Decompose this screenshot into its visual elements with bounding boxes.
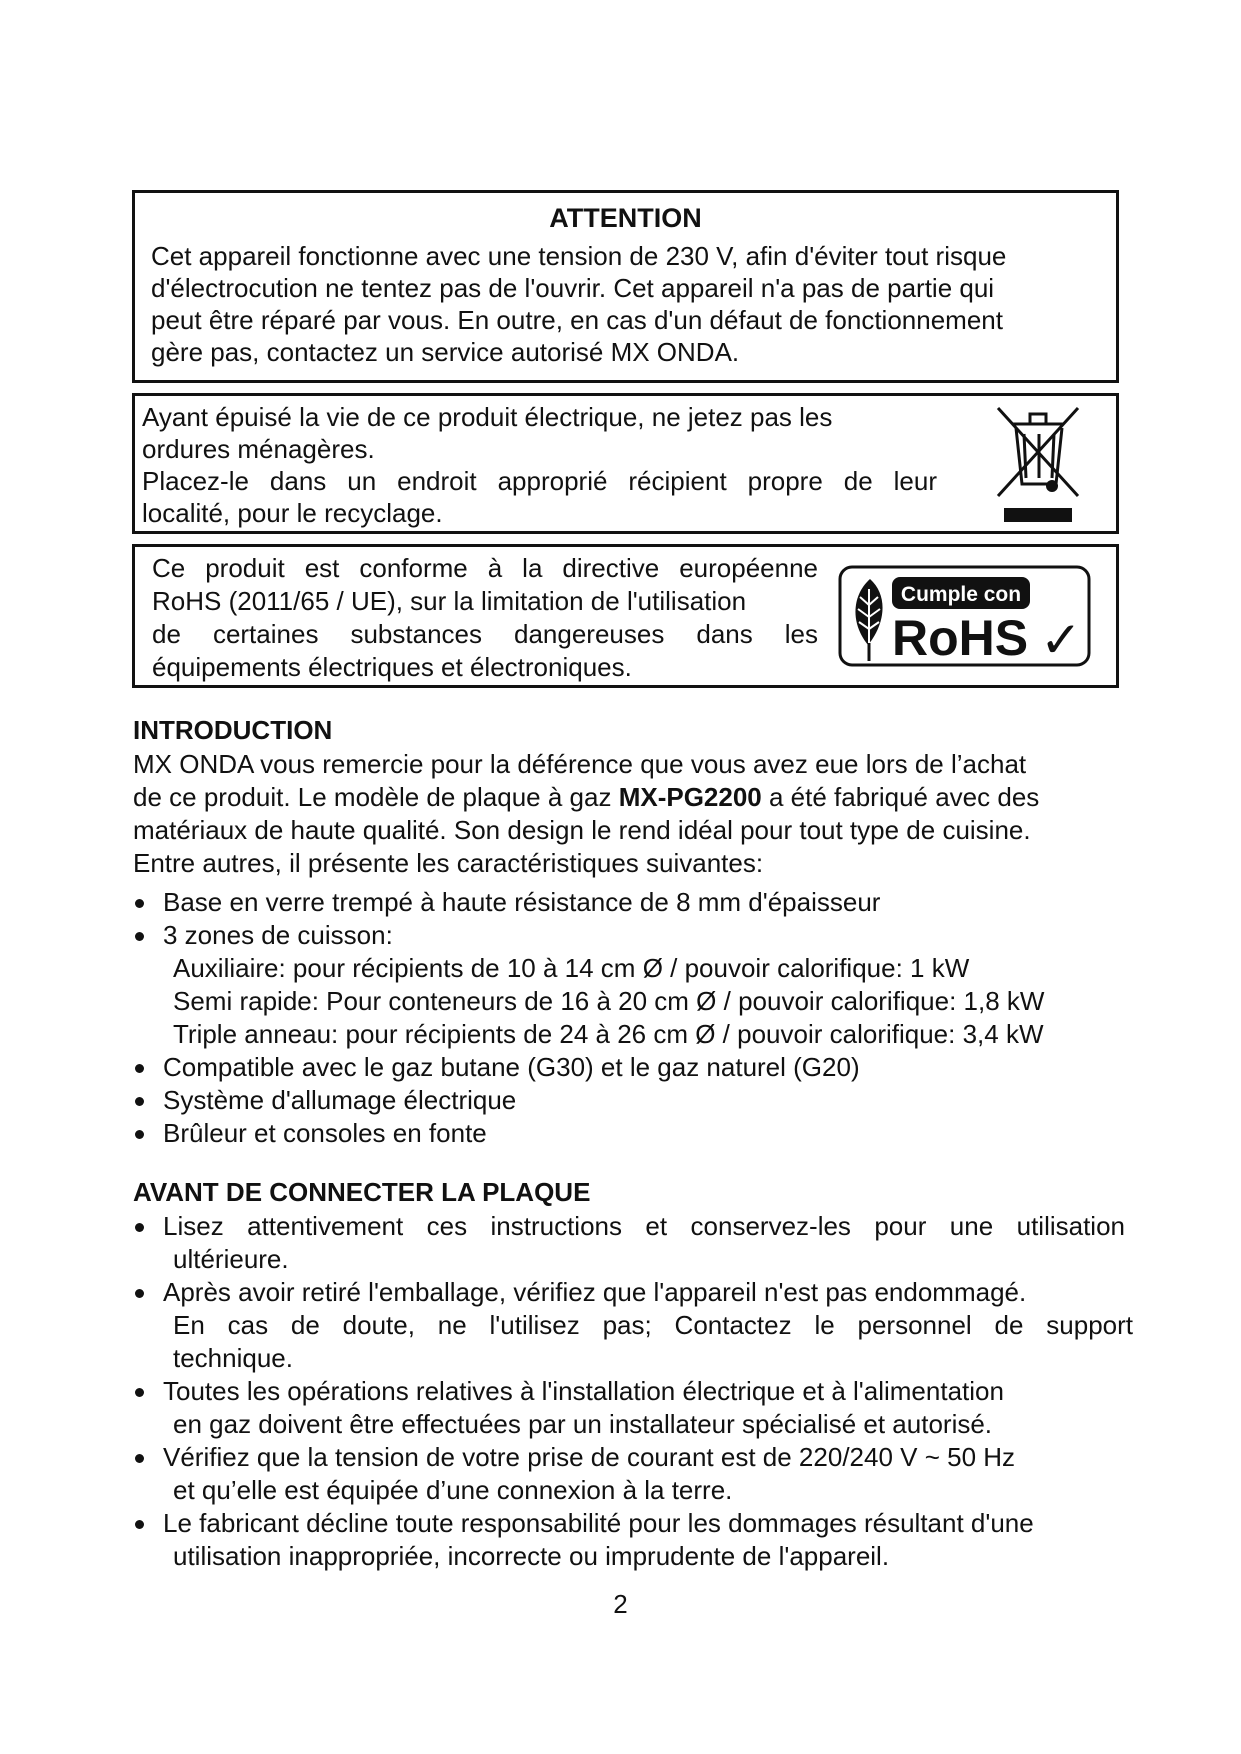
- list-item: [133, 1375, 1125, 1441]
- list-item: [133, 1507, 1125, 1573]
- list-item: [133, 1084, 1125, 1117]
- list-item-text: Vérifiez que la tension de votre prise de courant est de 220/240 V ~ 50 Hz: [163, 1442, 1016, 1472]
- zone-line: Triple anneau: pour récipients de 24 à 26 cm Ø / pouvoir calorifique: 3,4 kW: [173, 1019, 1044, 1049]
- avant-title: AVANT DE CONNECTER LA PLAQUE: [133, 1177, 591, 1207]
- zone-line: Semi rapide: Pour conteneurs de 16 à 20 cm Ø / pouvoir calorifique: 1,8 kW: [173, 986, 1045, 1016]
- rohs-logo-main: RoHS: [892, 610, 1029, 666]
- list-item: [133, 1210, 1125, 1276]
- list-item-text: technique.: [173, 1343, 293, 1373]
- rohs-line: équipements électriques et électroniques.: [152, 652, 632, 682]
- list-item: [133, 1441, 1125, 1507]
- bullet-icon: [135, 1520, 144, 1529]
- list-item-text: ultérieure.: [173, 1244, 289, 1274]
- rohs-box: [132, 544, 1119, 688]
- crossed-out-wheelie-bin-icon: [990, 400, 1086, 527]
- list-item-text: utilisation inappropriée, incorrecte ou imprudente de l'appareil.: [173, 1541, 890, 1571]
- list-item: [133, 1051, 1125, 1084]
- bullet-icon: [135, 1097, 144, 1106]
- attention-line: peut être réparé par vous. En outre, en cas d'un défaut de fonctionnement: [151, 305, 1003, 335]
- bullet-icon: [135, 1064, 144, 1073]
- model-name: MX-PG2200: [618, 782, 762, 812]
- precautions-list: [133, 1210, 1133, 1573]
- list-item-text: Brûleur et consoles en fonte: [163, 1118, 487, 1148]
- rohs-line: RoHS (2011/65 / UE), sur la limitation de l'utilisation: [152, 586, 747, 616]
- recycling-text: [142, 401, 937, 529]
- page-number: 2: [613, 1589, 628, 1619]
- list-item-text: en gaz doivent être effectuées par un installateur spécialisé et autorisé.: [173, 1409, 993, 1439]
- recycling-line: Ayant épuisé la vie de ce produit électrique, ne jetez pas les: [142, 402, 833, 432]
- list-item-text: Toutes les opérations relatives à l'installation électrique et à l'alimentation: [163, 1376, 1004, 1406]
- rohs-line: de certaines substances dangereuses dans les: [152, 619, 818, 649]
- attention-line: d'électrocution ne tentez pas de l'ouvrir. Cet appareil n'a pas de partie qui: [151, 273, 995, 303]
- intro-text: de ce produit. Le modèle de plaque à gaz: [133, 782, 619, 812]
- list-item-text: Le fabricant décline toute responsabilité pour les dommages résultant d'une: [163, 1508, 1034, 1538]
- bullet-icon: [135, 899, 144, 908]
- zone-line: Auxiliaire: pour récipients de 10 à 14 cm Ø / pouvoir calorifique: 1 kW: [173, 953, 970, 983]
- introduction-paragraph: [133, 748, 1123, 880]
- rohs-text: [152, 552, 818, 684]
- intro-text: a été fabriqué avec des: [761, 782, 1040, 812]
- list-item-text: Compatible avec le gaz butane (G30) et le gaz naturel (G20): [163, 1052, 860, 1082]
- list-item-text: Après avoir retiré l'emballage, vérifiez que l'appareil n'est pas endommagé.: [163, 1277, 1027, 1307]
- bullet-icon: [135, 1454, 144, 1463]
- attention-line: Cet appareil fonctionne avec une tension de 230 V, afin d'éviter tout risque: [151, 241, 1007, 271]
- recycling-line: Placez-le dans un endroit approprié récipient propre de leur: [142, 466, 937, 496]
- intro-line: MX ONDA vous remercie pour la déférence que vous avez eue lors de l’achat: [133, 749, 1027, 779]
- bullet-icon: [135, 1130, 144, 1139]
- list-item: [133, 1117, 1125, 1150]
- bullet-icon: [135, 1223, 144, 1232]
- feature-list: [133, 886, 1125, 1150]
- intro-line: matériaux de haute qualité. Son design le rend idéal pour tout type de cuisine.: [133, 815, 1031, 845]
- list-item-text: En cas de doute, ne l'utilisez pas; Contactez le personnel de support: [173, 1310, 1133, 1340]
- attention-box: [132, 190, 1119, 383]
- list-item: [133, 919, 1125, 1051]
- list-item-text: et qu’elle est équipée d’une connexion à la terre.: [173, 1475, 733, 1505]
- list-item: [133, 1276, 1133, 1375]
- recycling-line: ordures ménagères.: [142, 434, 375, 464]
- recycling-box: [132, 393, 1119, 534]
- attention-text: [151, 240, 1086, 368]
- intro-line: Entre autres, il présente les caractéristiques suivantes:: [133, 848, 764, 878]
- bullet-icon: [135, 1289, 144, 1298]
- bullet-icon: [135, 932, 144, 941]
- list-item-text: 3 zones de cuisson:: [163, 920, 393, 950]
- list-item: [133, 886, 1125, 919]
- rohs-compliance-logo: [838, 565, 1091, 672]
- rohs-line: Ce produit est conforme à la directive européenne: [152, 553, 818, 583]
- list-item-text: Base en verre trempé à haute résistance de 8 mm d'épaisseur: [163, 887, 881, 917]
- rohs-logo-top: Cumple con: [900, 583, 1022, 606]
- intro-line: [133, 781, 1123, 814]
- introduction-title: INTRODUCTION: [133, 715, 333, 745]
- list-item-text: Lisez attentivement ces instructions et conservez-les pour une utilisation: [163, 1211, 1125, 1241]
- recycling-line: localité, pour le recyclage.: [142, 498, 443, 528]
- check-icon: ✓: [1040, 611, 1082, 667]
- list-item-text: Système d'allumage électrique: [163, 1085, 517, 1115]
- bullet-icon: [135, 1388, 144, 1397]
- attention-title: ATTENTION: [549, 203, 702, 233]
- attention-line: gère pas, contactez un service autorisé MX ONDA.: [151, 337, 740, 367]
